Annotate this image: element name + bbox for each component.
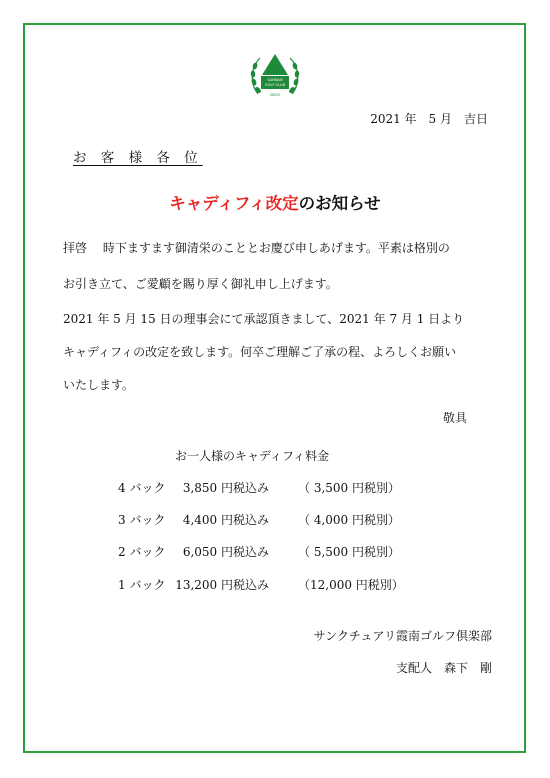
manager-name: 支配人 森下 剛 — [395, 661, 492, 675]
club-logo — [248, 50, 302, 102]
document-title — [0, 190, 550, 214]
notice-line-2: キャディフィの改定を致します。何卒ご理解ご了承の程、よろしくお願い — [63, 345, 457, 359]
closing-word: 敬具 — [442, 411, 467, 425]
fee-tax-excluded: （ 4,000 円税別） — [298, 513, 400, 527]
logo-line1: SANNAN — [267, 78, 283, 82]
fee-tax-included: 13,200 円税込み — [175, 578, 269, 592]
fee-row — [118, 576, 438, 592]
title-suffix: のお知らせ — [298, 194, 381, 213]
club-name: サンクチュアリ霞南ゴルフ倶楽部 — [313, 629, 492, 643]
notice-line-3: いたします。 — [63, 378, 135, 392]
fee-row — [118, 543, 438, 559]
greeting-line-2: お引き立て、ご愛顧を賜り厚く御礼申し上げます。 — [63, 277, 338, 291]
title-highlight: キャディフィ改定 — [169, 194, 299, 213]
fee-tax-excluded: （12,000 円税別） — [298, 578, 404, 592]
fee-tax-excluded: （ 5,500 円税別） — [298, 545, 400, 559]
document-date: 2021 年 5 月 吉日 — [370, 112, 488, 126]
notice-line-1: 2021 年 5 月 15 日の理事会にて承認頂きまして、2021 年 7 月 1 日より — [63, 312, 465, 326]
fee-tax-included: 4,400 円税込み — [182, 513, 269, 527]
logo-line2: GOLF CLUB — [264, 83, 286, 87]
fee-tax-included: 3,850 円税込み — [182, 481, 269, 495]
fee-row — [118, 479, 438, 495]
logo-line3: SINCE — [269, 93, 281, 97]
fee-pack: 3 バック — [118, 513, 166, 527]
fee-table-title: お一人様のキャディフィ料金 — [175, 449, 330, 463]
greeting-line-1: 拝啓 時下ますます御清栄のこととお慶び申しあげます。平素は格別の — [63, 241, 450, 255]
fee-pack: 1 バック — [118, 578, 166, 592]
fee-row — [118, 511, 438, 527]
fee-tax-excluded: （ 3,500 円税別） — [298, 481, 400, 495]
fee-pack: 2 バック — [118, 545, 166, 559]
addressee: お 客 様 各 位 — [73, 150, 203, 166]
fee-pack: 4 バック — [118, 481, 166, 495]
fee-tax-included: 6,050 円税込み — [182, 545, 269, 559]
